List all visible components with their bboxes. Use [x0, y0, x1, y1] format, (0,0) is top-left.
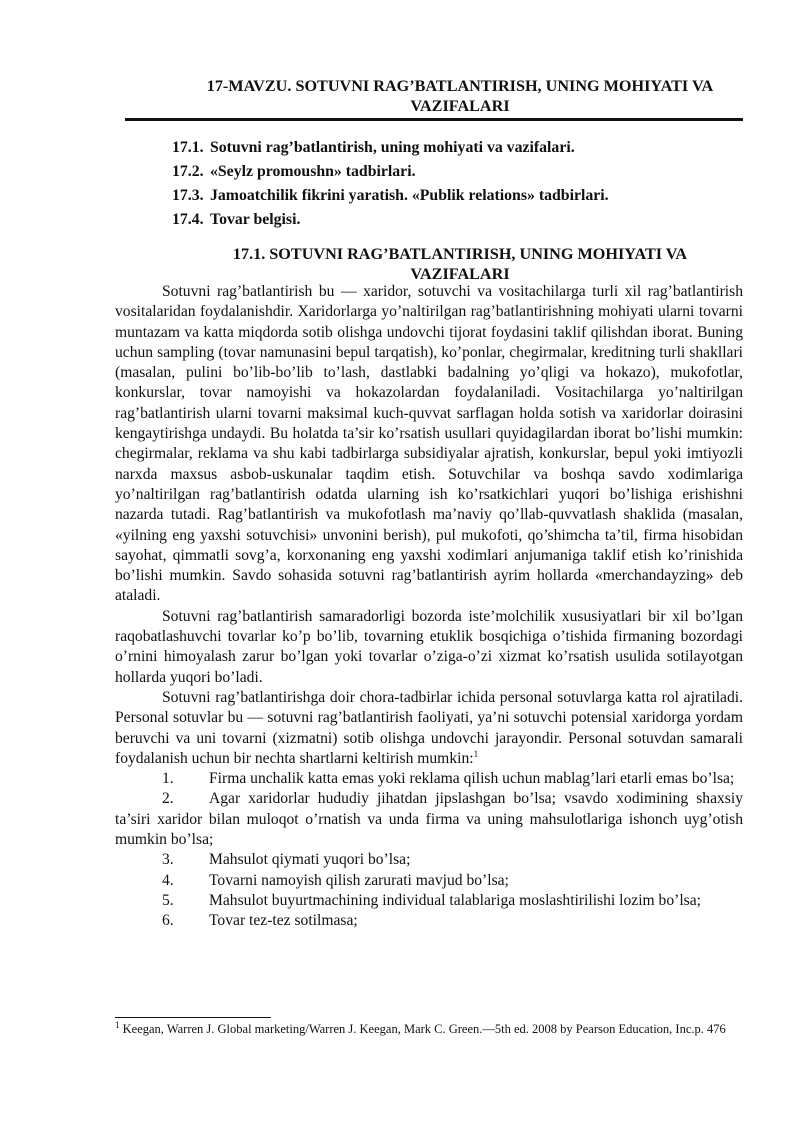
footnote [115, 1020, 743, 1038]
topic-title-line-1: 17-MAVZU. SOTUVNI RAG’BATLANTIRISH, UNING MOHIYATI VA [206, 77, 714, 95]
footnote-mark: 1 [115, 1019, 120, 1030]
list-item [115, 850, 743, 870]
section-heading-line-1: 17.1. SOTUVNI RAG’BATLANTIRISH, UNING MOHIYATI VA [232, 245, 688, 263]
title-rule [125, 118, 743, 121]
outline-item-number: 17.2. [172, 163, 204, 180]
outline-item [172, 160, 609, 184]
outline-item-number: 17.3. [172, 187, 204, 204]
outline-item-number: 17.1. [172, 139, 204, 156]
list-item-text: Tovar tez-tez sotilmasa; [209, 912, 358, 930]
outline-item [172, 136, 609, 160]
outline-item-text: Sotuvni rag’batlantirish, uning mohiyati va vazifalari. [210, 139, 575, 156]
outline-item-text: Tovar belgisi. [210, 211, 301, 228]
paragraph: Sotuvni rag’batlantirish samaradorligi bozorda iste’molchilik xususiyatlari bir xil bo’lgan raqobatlashuvchi tovarlar ko’p bo’lib, tovarning etuklik bosqichiga o’tishida firmaning bozordagi o’rnini himoyalash zarur bo’lgan yoki tovarlar o’ziga-o’zi xizmat ko’rsatish usulida sotilayotgan hollarda yuqori bo’ladi. [115, 607, 743, 686]
list-item-number: 4. [162, 871, 174, 889]
topic-title [160, 76, 760, 116]
list-item-number: 5. [162, 891, 174, 909]
outline-item [172, 184, 609, 208]
list-item-text: Agar xaridorlar hududiy jihatdan jipslashgan bo’lsa; vsavdo xodimining shaxsiy ta’siri xaridor bilan muloqot o’rnatish va unda firma va uning mahsulotlariga ishonch uyg’otish mumkin bo’lsa; [115, 790, 743, 849]
paragraph-text: Sotuvni rag’batlantirishga doir chora-tadbirlar ichida personal sotuvlarga katta rol ajratiladi. Personal sotuvlar bu — sotuvni rag’batlantirish faoliyati, ya’ni sotuvchi potensial xaridorga yordam beruvchi va uni tovarni (xizmatni) sotib olishga undovchi jarayondir. Personal sotuvdan samarali foydalanish uchun bir nechta shartlarni keltirish mumkin: [115, 688, 743, 767]
list-item-number: 2. [162, 790, 174, 808]
list-item [115, 911, 743, 931]
footnote-text: Keegan, Warren J. Global marketing/Warren J. Keegan, Mark C. Green.—5th ed. 2008 by Pearson Education, Inc.p. 476 [119, 1022, 726, 1036]
topic-title-line-2: VAZIFALARI [410, 97, 510, 115]
list-item-text: Mahsulot qiymati yuqori bo’lsa; [209, 851, 411, 869]
section-heading-line-2: VAZIFALARI [410, 265, 510, 283]
list-item-number: 6. [162, 912, 174, 930]
list-item [115, 769, 743, 789]
paragraph [115, 688, 743, 769]
outline-item-number: 17.4. [172, 211, 204, 228]
section-heading [160, 244, 760, 284]
footnote-reference[interactable]: 1 [473, 748, 479, 759]
outline-item-text: Jamoatchilik fikrini yaratish. «Publik relations» tadbirlari. [210, 187, 609, 204]
list-item [115, 789, 743, 850]
list-item [115, 891, 743, 911]
outline-item-text: «Seylz promoushn» tadbirlari. [210, 163, 416, 180]
paragraph: Sotuvni rag’batlantirish bu — xaridor, sotuvchi va vositachilarga turli xil rag’batlantirish vositalaridan foydalanishdir. Xaridorlarga yo’naltirilgan rag’batlantirishning mohiyati ularni tovarni muntazam va katta miqdorda sotib olishga undovchi tijorat foydasini taklif qilishdan iborat. Buning uchun sampling (tovar namunasini bepul tarqatish), ko’ponlar, chegirmalar, kreditning turli shakllari (masalan, pulini bo’lib-bo’lib to’lash, dastlabki badalning yo’qligi va hokazo), mukofotlar, konkurslar, tovar namoyishi va hokazolardan foydalaniladi. Vositachilarga yo’naltirilgan rag’batlantirish ularni tovarni maksimal kuch-quvvat sarflagan holda sotish va xaridorlar doirasini kengaytirishga undaydi. Bu holatda ta’sir ko’rsatish usullari quyidagilardan iborat bo’lishi mumkin: chegirmalar, reklama va shu kabi tadbirlarga subsidiyalar ajratish, konkurslar, bepul yoki imtiyozli narxda maxsus asbob-uskunalar taqdim etish. Sotuvchilar va boshqa savdo xodimlariga yo’naltirilgan rag’batlantirish odatda ularning ish ko’rsatkichlari yuqori bo’lishiga erishishni nazarda tutadi. Rag’batlantirish va mukofotlash ma’naviy qo’llab-quvvatlash shaklida (masalan, «yilning eng yaxshi sotuvchisi» unvonini berish), pul mukofoti, qo’shimcha ta’til, firma hisobidan sayohat, qimmatli sovg’a, korxonaning eng yaxshi xodimlari anjumaniga taklif etish ko’rinishida bo’lishi mumkin. Savdo sohasida sotuvni rag’batlantirish ayrim hollarda «merchandayzing» deb ataladi. [115, 283, 743, 605]
topic-outline [172, 136, 609, 232]
list-item [115, 871, 743, 891]
section-body [115, 282, 743, 932]
list-item-text: Tovarni namoyish qilish zarurati mavjud bo’lsa; [209, 871, 509, 889]
list-item-text: Firma unchalik katta emas yoki reklama qilish uchun mablag’lari etarli emas bo’lsa; [209, 770, 735, 788]
outline-item [172, 208, 609, 232]
list-item-number: 1. [162, 770, 174, 788]
footnote-separator [115, 1017, 271, 1018]
list-item-text: Mahsulot buyurtmachining individual talablariga moslashtirilishi lozim bo’lsa; [209, 891, 701, 909]
list-item-number: 3. [162, 851, 174, 869]
